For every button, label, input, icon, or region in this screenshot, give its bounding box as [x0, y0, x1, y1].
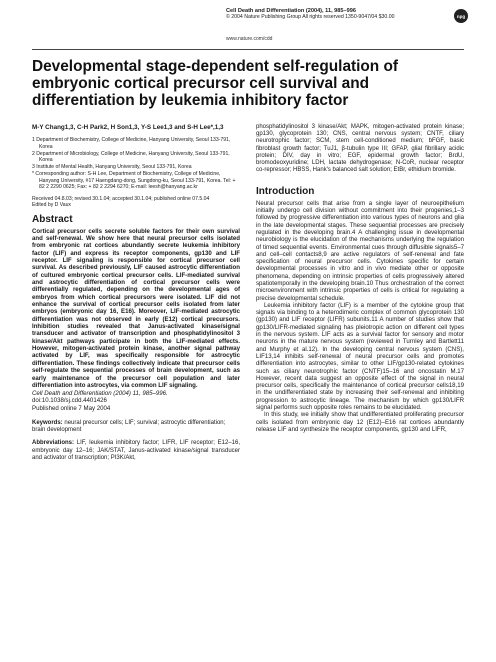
author-list: M-Y Chang1,3, C-H Park2, H Son1,3, Y-S Lee1,3 and S-H Lee*,1,3: [32, 124, 224, 131]
intro-paragraph-2: Leukemia inhibitory factor (LIF) is a member of the cytokine group that signals via binding to a heterodimeric complex of common glycoprotein 130 (gp130) and LIF receptor (LIFR) subunits.11 A number of studies show that gp130/LIFR-mediated signaling has pleiotropic action on different cell types in the nervous system. LIF acts as a survival factor for sensory and motor neurons in the mature nervous system (reviewed in Turnley and Bartlett11 and Murphy et al.12). In the developing central nervous system (CNS), LIF13,14 inhibits self-renewal of neural precursor cells and promotes differentiation into astrocytes, similar to other LIF/gp130-related cytokines such as ciliary neurotrophic factor (CNTF)15–16 and oncostatin M.17 However, recent data suggest an opposite effect of the signal in neural precursor cells, specifically the maintenance of cortical precursor cells18,19 in the undifferentiated state by increasing their self-renewal and inhibiting progression to astrocytic lineage. The mechanism by which gp130/LIFR signal performs such opposite roles remains to be elucidated.: [256, 301, 464, 412]
keywords-text: neural precursor cells; LIF; survival; astrocytic differentiation; brain development: [32, 420, 226, 434]
abbreviations: [32, 440, 240, 462]
abstract-text: Cortical precursor cells secrete soluble factors for their own survival and self-renewal. We show here that neural precursor cells isolated from embryonic rat cortices abundantly secrete leukemia inhibitory factor (LIF) and express its receptor components, gp130 and LIF receptor. LIF signaling is responsible for cortical precursor cell survival. As described previously, LIF caused astrocytic differentiation of cultured embryonic cortical precursor cells. LIF-mediated survival and astrocytic differentiation of cortical precursor cells were differentially regulated, depending on the developmental ages of embryos from which cortical precursors were isolated. LIF did not enhance the survival of cortical precursor cells isolated from later embryos (embryonic day 16, E16). Moreover, LIF-mediated astrocytic differentiation was not observed in early (E12) cortical precursors. Inhibition studies revealed that Janus-activated kinase/signal transducer and activator of transcription and phosphatidylinositol 3 kinase/Akt pathways participate in both the LIF-mediated effects. However, mitogen-activated protein kinase, another signal pathway activated by LIF, was specifically responsible for astrocytic differentiation. These findings collectively indicate that precursor cells self-regulate the sequential processes of brain development, such as early maintenance of the precursor cell population and later differentiation into astrocytes, via common LIF signaling.: [32, 227, 240, 389]
published-date: Published online 7 May 2004: [32, 404, 111, 412]
abbreviations-text: LIF, leukemia inhibitory factor; LIFR, LIF receptor; E12–16, embryonic day 12–16; JAK/STAT, Janus-activated kinase/signal transducer and activator of transcription; PI3K/Akt,: [32, 440, 240, 461]
journal-url[interactable]: www.nature.com/cdd: [226, 36, 273, 42]
affiliation-2: 2 Department of Microbiology, College of Medicine, Hanyang University, Seoul 133-791, Korea: [32, 150, 230, 163]
right-column: [256, 124, 464, 433]
editor-line: Edited by D Vaux: [32, 202, 71, 209]
doi-link[interactable]: doi:10.1038/sj.cdd.4401426: [32, 397, 107, 405]
affiliation-3: 3 Institute of Mental Health, Hanyang University, Seoul 133-791, Korea: [32, 164, 192, 171]
intro-paragraph-1: Neural precursor cells that arise from a single layer of neuroepithelium initially undergo cell division without commitment into their progenies,1–3 followed by progressive differentiation into various types of neurons and glia in the late developmental stages. These sequential processes are precisely regulated in the developing brain.4 A challenging issue in developmental neurobiology is the elucidation of the mechanisms underlying the regulation of timed sequential events. Environmental cues through diffusible signals5–7 and cell–cell contacts8,9 are active regulators of self-renewal and fate specification of neural precursor cells. Cytokines specific for certain developmental processes in vitro and in vivo mediate other or opposite phenomena, depending on intrinsic properties of cells progressively altered spatiotemporally in the developing brain.10 Thus orchestration of the correct microenvironment with intrinsic properties of cells is critical for regulating a precise developmental schedule.: [256, 199, 464, 302]
journal-header: [226, 8, 440, 21]
keywords: [32, 420, 240, 434]
corresponding-author: * Corresponding author: S-H Lee, Department of Biochemistry, College of Medicine, Hanyang University, #17 Haengdang-dong, Sungdong-ku, Seoul 133-791, Korea. Tel: + 82 2 2290 0625; Fax: + 82 2 2294 6270; E-mail: leesh@hanyang.ac.kr: [32, 171, 236, 190]
publisher-logo: npg: [454, 9, 468, 23]
article-title: Developmental stage-dependent self-regulation of embryonic cortical precursor cell survival and differentiation by leukemia inhibitory factor: [32, 58, 399, 109]
abbreviations-label: Abbreviations:: [32, 440, 75, 447]
intro-paragraph-3: In this study, we initially show that undifferentiated proliferating precursor cells isolated from embryonic day 12 (E12)–E16 rat cortices abundantly release LIF and synthesize the receptor components, gp130 and LIFR,: [256, 411, 464, 433]
introduction-heading: Introduction: [256, 186, 315, 198]
received-dates: Received 04.8.03; revised 30.1.04; accepted 30.1.04; published online 07.5.04: [32, 195, 210, 202]
affiliation-1: 1 Department of Biochemistry, College of Medicine, Hanyang University, Seoul 133-791, Korea: [32, 137, 231, 150]
introduction-body: [256, 200, 464, 434]
abstract-citation: Cell Death and Differentiation (2004) 11, 985–996.: [32, 390, 168, 398]
abbreviations-continued: phosphatidylinositol 3 kinase/Akt; MAPK, mitogen-activated protein kinase; gp130, glycoprotein 130; CNS, central nervous system; CNTF, ciliary neurotrophic factor; SCM, stem cell-conditioned medium; bFGF, basic fibroblast growth factor; TuJ1, β-tubulin type III; GFAP, glial fibrillary acidic protein; DIV, day in vitro; EGF, epidermal growth factor; BrdU, bromodeoxyuridine; LDH, lactate dehydrogenase; N-CoR, nuclear receptor co-repressor; HBSS, Hank's balanced salt solution; EtBr, ethidium bromide.: [256, 124, 464, 174]
abstract-heading: Abstract: [32, 214, 73, 226]
header-divider: [32, 49, 464, 50]
journal-citation: Cell Death and Differentiation (2004), 11, 985–996: [226, 8, 356, 14]
keywords-label: Keywords:: [32, 420, 63, 427]
left-column: [32, 124, 240, 462]
copyright-line: © 2004 Nature Publishing Group All rights reserved 1350-9047/04 $30.00: [226, 14, 395, 21]
